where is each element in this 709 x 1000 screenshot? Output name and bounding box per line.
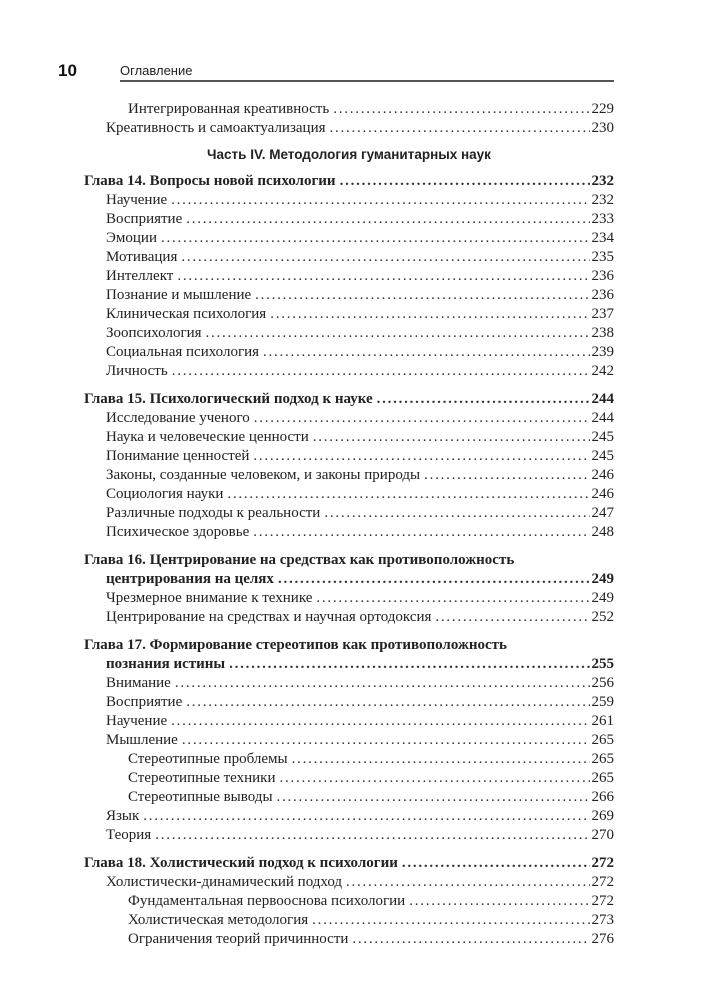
dot-leader <box>330 119 590 138</box>
dot-leader <box>316 589 589 608</box>
dot-leader <box>175 674 590 693</box>
chapter-heading[interactable]: Глава 16. Центрирование на средствах как противоположность <box>84 552 515 568</box>
toc-entry[interactable]: Психическое здоровье . . . 248 <box>106 523 614 542</box>
dot-leader <box>352 930 589 949</box>
toc-entry[interactable]: Внимание . . . 256 <box>106 674 614 693</box>
dot-leader <box>277 788 590 807</box>
dot-leader <box>435 608 589 627</box>
dot-leader <box>402 854 590 873</box>
toc-entry[interactable]: Мотивация . . . 235 <box>106 248 614 267</box>
dot-leader <box>254 409 590 428</box>
dot-leader <box>346 873 589 892</box>
dot-leader <box>324 504 589 523</box>
toc-entry[interactable]: Наука и человеческие ценности . . . 245 <box>106 428 614 447</box>
chapter-heading-continued[interactable]: центрирования на целях . . . 249 <box>106 570 614 589</box>
dot-leader <box>313 428 590 447</box>
toc-entry[interactable]: Социология науки . . . 246 <box>106 485 614 504</box>
dot-leader <box>143 807 589 826</box>
dot-leader <box>255 286 589 305</box>
dot-leader <box>409 892 589 911</box>
toc-entry[interactable]: Научение . . . 232 <box>106 191 614 210</box>
dot-leader <box>186 693 589 712</box>
running-title: Оглавление <box>120 63 193 78</box>
toc-entry[interactable]: Различные подходы к реальности . . . 247 <box>106 504 614 523</box>
dot-leader <box>312 911 589 930</box>
toc-entry[interactable]: Интегрированная креативность . . . 229 <box>128 100 614 119</box>
toc-entry[interactable]: Познание и мышление . . . 236 <box>106 286 614 305</box>
part-heading: Часть IV. Методология гуманитарных наук <box>207 147 491 162</box>
toc-subentry[interactable]: Фундаментальная первооснова психологии . . . 272 <box>128 892 614 911</box>
toc-entry[interactable]: Восприятие . . . 233 <box>106 210 614 229</box>
toc-entry[interactable]: Центрирование на средствах и научная ортодоксия . . . 252 <box>106 608 614 627</box>
dot-leader <box>181 248 589 267</box>
header-rule <box>120 80 614 82</box>
dot-leader <box>171 191 589 210</box>
dot-leader <box>278 570 590 589</box>
dot-leader <box>333 100 589 119</box>
toc-entry[interactable]: Эмоции . . . 234 <box>106 229 614 248</box>
toc-entry[interactable]: Понимание ценностей . . . 245 <box>106 447 614 466</box>
dot-leader <box>161 229 590 248</box>
dot-leader <box>263 343 589 362</box>
dot-leader <box>292 750 590 769</box>
spacer <box>106 627 614 636</box>
table-of-contents <box>84 100 614 949</box>
toc-entry[interactable]: Научение . . . 261 <box>106 712 614 731</box>
toc-entry[interactable]: Законы, созданные человеком, и законы природы . . . 246 <box>106 466 614 485</box>
toc-entry[interactable]: Интеллект . . . 236 <box>106 267 614 286</box>
toc-subentry[interactable]: Стереотипные выводы . . . 266 <box>128 788 614 807</box>
chapter-heading[interactable]: Глава 17. Формирование стереотипов как противоположность <box>84 637 507 653</box>
toc-entry[interactable]: Клиническая психология . . . 237 <box>106 305 614 324</box>
dot-leader <box>253 523 589 542</box>
toc-entry[interactable]: Восприятие . . . 259 <box>106 693 614 712</box>
chapter-heading-continued[interactable]: познания истины . . . 255 <box>106 655 614 674</box>
page-header <box>58 61 614 80</box>
toc-entry[interactable]: Язык . . . 269 <box>106 807 614 826</box>
toc-entry[interactable]: Мышление . . . 265 <box>106 731 614 750</box>
spacer <box>106 542 614 551</box>
chapter-heading[interactable]: Глава 15. Психологический подход к науке . . . 244 <box>84 390 614 409</box>
toc-entry[interactable]: Чрезмерное внимание к технике . . . 249 <box>106 589 614 608</box>
page-number: 10 <box>58 61 77 80</box>
dot-leader <box>340 172 590 191</box>
spacer <box>106 381 614 390</box>
dot-leader <box>229 655 589 674</box>
toc-subentry[interactable]: Ограничения теорий причинности . . . 276 <box>128 930 614 949</box>
toc-entry[interactable]: Теория . . . 270 <box>106 826 614 845</box>
toc-entry[interactable]: Креативность и самоактуализация . . . 230 <box>106 119 614 138</box>
dot-leader <box>253 447 589 466</box>
toc-entry[interactable]: Исследование ученого . . . 244 <box>106 409 614 428</box>
toc-entry[interactable]: Зоопсихология . . . 238 <box>106 324 614 343</box>
toc-subentry[interactable]: Холистическая методология . . . 273 <box>128 911 614 930</box>
spacer <box>106 845 614 854</box>
dot-leader <box>172 362 590 381</box>
dot-leader <box>280 769 590 788</box>
toc-entry[interactable]: Социальная психология . . . 239 <box>106 343 614 362</box>
dot-leader <box>186 210 589 229</box>
chapter-heading[interactable]: Глава 14. Вопросы новой психологии . . . 232 <box>84 172 614 191</box>
dot-leader <box>377 390 590 409</box>
dot-leader <box>182 731 590 750</box>
chapter-heading[interactable]: Глава 18. Холистический подход к психологии . . . 272 <box>84 854 614 873</box>
dot-leader <box>155 826 589 845</box>
dot-leader <box>227 485 589 504</box>
dot-leader <box>424 466 589 485</box>
dot-leader <box>206 324 590 343</box>
toc-subentry[interactable]: Стереотипные техники . . . 265 <box>128 769 614 788</box>
dot-leader <box>177 267 589 286</box>
toc-entry[interactable]: Холистически-динамический подход . . . 272 <box>106 873 614 892</box>
dot-leader <box>270 305 589 324</box>
toc-subentry[interactable]: Стереотипные проблемы . . . 265 <box>128 750 614 769</box>
dot-leader <box>171 712 589 731</box>
toc-entry[interactable]: Личность . . . 242 <box>106 362 614 381</box>
